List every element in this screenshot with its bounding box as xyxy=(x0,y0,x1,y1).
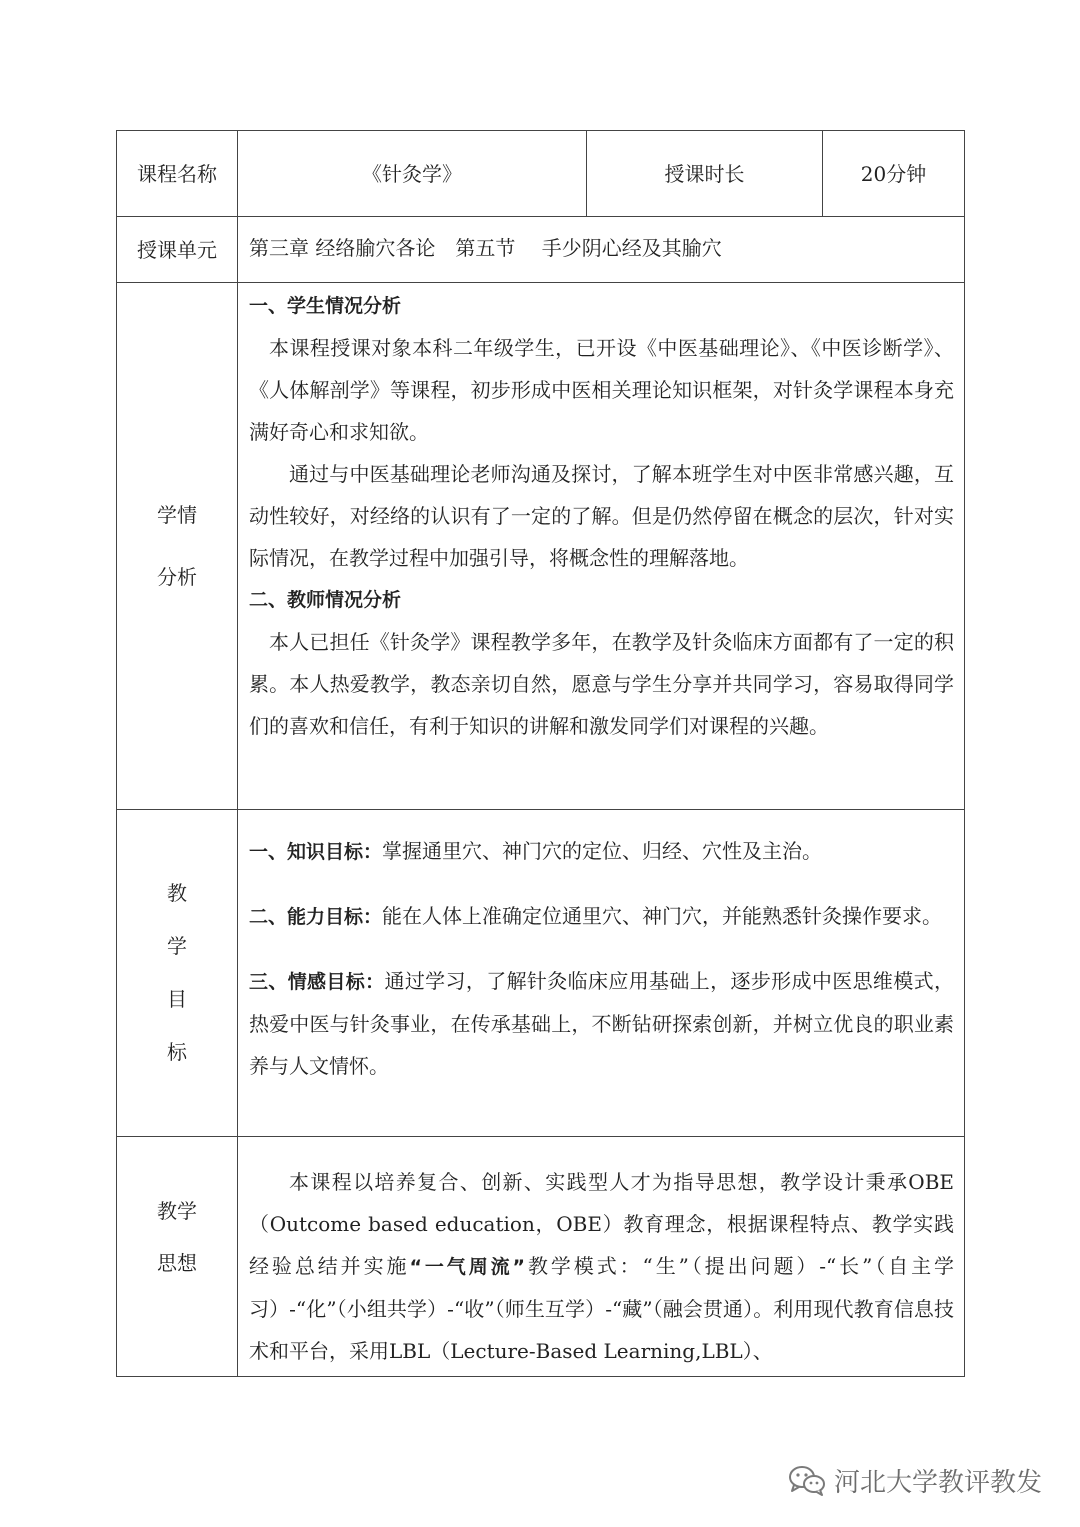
knowledge-goal-title: 一、知识目标： xyxy=(249,841,383,863)
student-analysis-label xyxy=(117,283,238,810)
student-analysis-label-line1: 学情 xyxy=(157,503,197,527)
course-info-row xyxy=(117,131,965,217)
teacher-communication-paragraph: 通过与中医基础理论老师沟通及探讨，了解本班学生对中医非常感兴趣，互动性较好，对经络的认识有了一定的了解。但是仍然停留在概念的层次，针对实际情况，在教学过程中加强引导，将概念性的理解落地。 xyxy=(249,462,954,570)
ability-goal-text: 能在人体上准确定位通里穴、神门穴，并能熟悉针灸操作要求。 xyxy=(382,904,943,928)
duration-label: 授课时长 xyxy=(587,131,823,217)
teaching-mode-name: “一气周流” xyxy=(409,1256,526,1278)
teaching-thought-row xyxy=(117,1137,965,1377)
ability-goal xyxy=(249,895,954,938)
teaching-thought-label xyxy=(117,1137,238,1377)
unit-value: 第三章 经络腧穴各论 第五节 手少阴心经及其腧穴 xyxy=(238,217,965,283)
ability-goal-title: 二、能力目标： xyxy=(249,906,383,928)
unit-row xyxy=(117,217,965,283)
teaching-goals-label-char: 学 xyxy=(167,934,187,958)
teaching-thought-content xyxy=(238,1137,965,1377)
emotion-goal-text: 通过学习，了解针灸临床应用基础上，逐步形成中医思维模式，热爱中医与针灸事业，在传承基础上，不断钻研探索创新，并树立优良的职业素养与人文情怀。 xyxy=(249,969,954,1078)
course-name-label: 课程名称 xyxy=(117,131,238,217)
student-analysis-content xyxy=(238,283,965,810)
student-analysis-row xyxy=(117,283,965,810)
teaching-goals-label-char: 目 xyxy=(167,987,187,1011)
teaching-goals-label-char: 标 xyxy=(167,1040,187,1064)
teaching-goals-label-char: 教 xyxy=(167,881,187,905)
teaching-goals-label xyxy=(117,810,238,1137)
teaching-thought-label-line1: 教学 xyxy=(157,1199,197,1223)
teaching-goals-row xyxy=(117,810,965,1137)
watermark-text: 河北大学教评教发 xyxy=(834,1467,1043,1498)
emotion-goal-title: 三、情感目标： xyxy=(249,971,385,993)
teaching-thought-text-part1: 本课程以培养复合、创新、实践型人才为指导思想，教学设计秉承OBE（Outcome based education，OBE）教育理念，根据课程特点、教学实践经验总结并实施 xyxy=(249,1170,954,1278)
knowledge-goal xyxy=(249,830,954,873)
lesson-plan-table xyxy=(116,130,965,1377)
student-analysis-label-line2: 分析 xyxy=(157,565,197,589)
student-situation-heading: 一、学生情况分析 xyxy=(249,295,402,317)
emotion-goal xyxy=(249,960,954,1087)
teacher-situation-heading: 二、教师情况分析 xyxy=(249,589,402,611)
watermark xyxy=(788,1460,1042,1500)
teaching-thought-text-part2: 教学模式：“生”（提出问题）-“长”（自主学习）-“化”（小组共学）-“收”（师生互学）-“藏”（融会贯通）。利用现代教育信息技术和平台，采用LBL（Lecture-Based Learning,LBL）、 xyxy=(249,1254,955,1363)
teaching-thought-paragraph xyxy=(249,1161,954,1372)
duration-value: 20分钟 xyxy=(823,131,965,217)
student-situation-paragraph: 本课程授课对象本科二年级学生，已开设《中医基础理论》、《中医诊断学》、《人体解剖学》等课程，初步形成中医相关理论知识框架，对针灸学课程本身充满好奇心和求知欲。 xyxy=(249,336,954,444)
knowledge-goal-text: 掌握通里穴、神门穴的定位、归经、穴性及主治。 xyxy=(382,839,823,863)
course-name-value: 《针灸学》 xyxy=(238,131,587,217)
teaching-goals-content xyxy=(238,810,965,1137)
teaching-thought-label-line2: 思想 xyxy=(157,1251,197,1275)
unit-label: 授课单元 xyxy=(117,217,238,283)
wechat-icon xyxy=(788,1464,826,1496)
teacher-situation-paragraph: 本人已担任《针灸学》课程教学多年，在教学及针灸临床方面都有了一定的积累。本人热爱教学，教态亲切自然，愿意与学生分享并共同学习，容易取得同学们的喜欢和信任，有利于知识的讲解和激发同学们对课程的兴趣。 xyxy=(249,630,954,738)
